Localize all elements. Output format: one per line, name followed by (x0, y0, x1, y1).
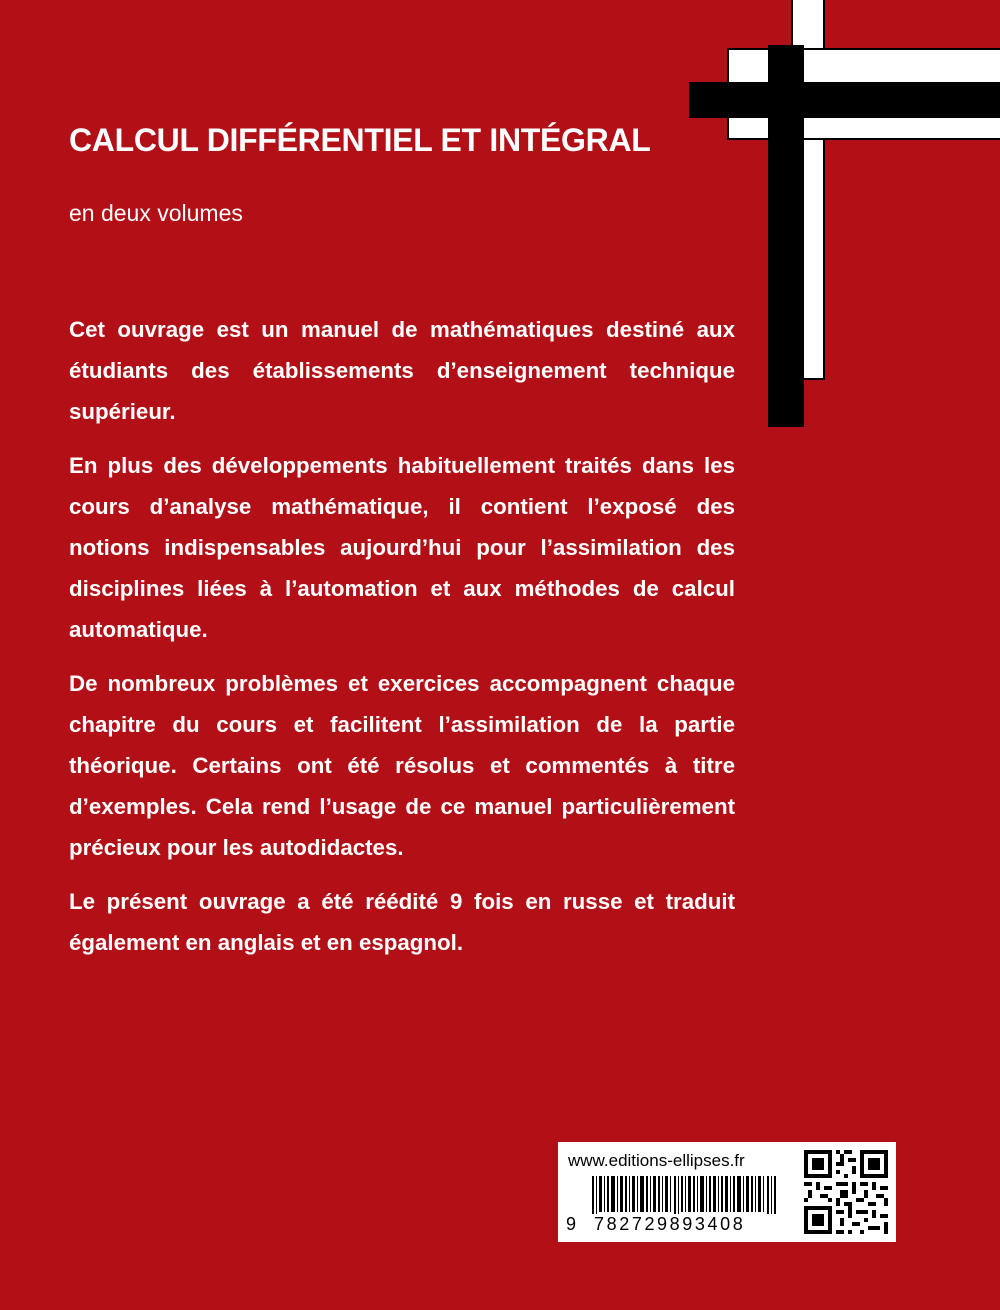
isbn-first-digit: 9 (566, 1214, 578, 1234)
blurb-paragraph-3: De nombreux problèmes et exercices accompagnent chaque chapitre du cours et facilitent l’assimilation de la partie théorique. Certains ont été résolus et commentés à titre d’exemples. Cela rend l’usage de ce manuel particulièrement précieux pour les autodidactes. (69, 671, 735, 860)
barcode-icon (592, 1176, 776, 1218)
publisher-url[interactable]: www.editions-ellipses.fr (568, 1151, 745, 1170)
isbn-digits: 782729893408 (592, 1214, 794, 1235)
blurb-paragraph-2: En plus des développements habituellement traités dans les cours d’analyse mathématique, il contient l’exposé des notions indispensables aujourd’hui pour l’assimilation des disciplines liées à l’automation et aux méthodes de calcul automatique. (69, 453, 735, 642)
barcode-box (558, 1142, 896, 1242)
blurb (69, 310, 735, 978)
blurb-paragraph-1: Cet ouvrage est un manuel de mathématiques destiné aux étudiants des établissements d’enseignement technique supérieur. (69, 317, 735, 424)
blurb-paragraph-4: Le présent ouvrage a été réédité 9 fois en russe et traduit également en anglais et en espagnol. (69, 889, 735, 956)
book-subtitle: en deux volumes (69, 200, 243, 226)
cross-black-horizontal (689, 82, 1000, 118)
book-title: CALCUL DIFFÉRENTIEL ET INTÉGRAL (69, 122, 651, 158)
qr-code-icon (804, 1150, 888, 1234)
